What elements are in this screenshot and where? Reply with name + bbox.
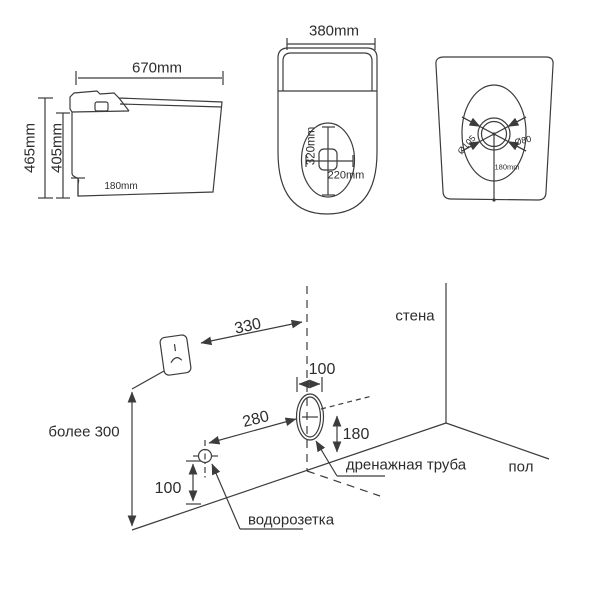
socket-distance-label: 330 xyxy=(233,315,263,338)
outlet-distance-label: 280 xyxy=(240,408,271,431)
bowl-width-label: 220mm xyxy=(327,169,365,182)
min-height-label: более 300 xyxy=(48,423,120,441)
water-outlet-label: водорозетка xyxy=(247,511,335,529)
top-view-drawing xyxy=(278,38,377,214)
power-socket-icon xyxy=(159,334,191,375)
installation-drawing xyxy=(132,283,549,530)
flange-diameter-label: Ø105 xyxy=(455,133,478,157)
side-view-drawing xyxy=(38,71,223,198)
back-view-drawing xyxy=(436,57,553,202)
flush-button-icon xyxy=(95,102,108,111)
wall-label: стена xyxy=(395,307,435,325)
floor-line-right xyxy=(446,423,549,459)
bowl-length-label: 320mm xyxy=(305,126,318,166)
pipe-width-label: 100 xyxy=(308,361,336,378)
drain-diameter-label: Ø80 xyxy=(513,133,533,148)
drain-offset-label: 180mm xyxy=(494,162,520,172)
pipe-height-label: 180 xyxy=(342,426,370,443)
side-height-total-label: 465mm xyxy=(21,122,39,174)
side-base-height-label: 180mm xyxy=(104,181,138,192)
top-width-label: 380mm xyxy=(308,22,360,40)
drain-pipe-label: дренажная труба xyxy=(345,456,467,474)
floor-label: пол xyxy=(508,458,534,476)
side-height-seat-label: 405mm xyxy=(48,122,66,174)
outlet-height-label: 100 xyxy=(154,480,182,497)
side-width-label: 670mm xyxy=(131,59,183,77)
